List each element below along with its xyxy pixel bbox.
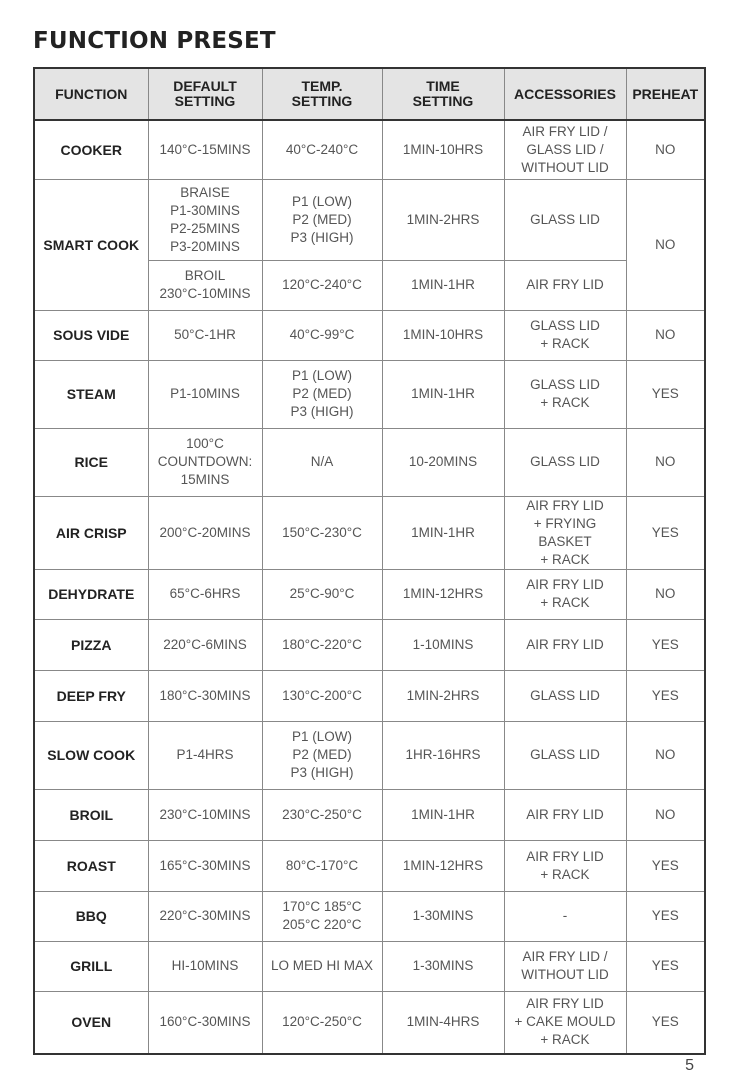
cell-time: 1MIN-1HR — [382, 496, 504, 569]
cell-time: 1MIN-10HRS — [382, 310, 504, 360]
table-row — [34, 789, 705, 840]
cell-time: 1HR-16HRS — [382, 721, 504, 789]
table-row — [34, 310, 705, 360]
table-row — [34, 428, 705, 496]
cell-accessories: AIR FRY LID + RACK — [504, 840, 626, 891]
cell-accessories: - — [504, 891, 626, 941]
cell-default: HI-10MINS — [148, 941, 262, 991]
cell-accessories: GLASS LID — [504, 179, 626, 260]
cell-default: P1-10MINS — [148, 360, 262, 428]
cell-default: 200°C-20MINS — [148, 496, 262, 569]
cell-preheat: YES — [626, 840, 705, 891]
cell-time: 1MIN-12HRS — [382, 569, 504, 619]
cell-time: 1MIN-1HR — [382, 789, 504, 840]
cell-preheat: YES — [626, 670, 705, 721]
cell-function: SMART COOK — [34, 179, 148, 310]
cell-function: BROIL — [34, 789, 148, 840]
table-row — [34, 360, 705, 428]
cell-function: AIR CRISP — [34, 496, 148, 569]
cell-default: BRAISE P1-30MINS P2-25MINS P3-20MINS — [148, 179, 262, 260]
cell-time: 1MIN-1HR — [382, 260, 504, 310]
table-row — [34, 670, 705, 721]
table-row — [34, 569, 705, 619]
cell-temp: 25°C-90°C — [262, 569, 382, 619]
cell-function: STEAM — [34, 360, 148, 428]
cell-function: SOUS VIDE — [34, 310, 148, 360]
cell-time: 1MIN-12HRS — [382, 840, 504, 891]
table-row — [34, 891, 705, 941]
cell-default: 230°C-10MINS — [148, 789, 262, 840]
cell-temp: P1 (LOW) P2 (MED) P3 (HIGH) — [262, 360, 382, 428]
cell-temp: 230°C-250°C — [262, 789, 382, 840]
cell-default: 220°C-6MINS — [148, 619, 262, 670]
cell-default: 50°C-1HR — [148, 310, 262, 360]
cell-accessories: GLASS LID — [504, 428, 626, 496]
cell-preheat: NO — [626, 179, 705, 310]
table-row — [34, 619, 705, 670]
cell-preheat: YES — [626, 619, 705, 670]
cell-time: 1MIN-10HRS — [382, 120, 504, 179]
page-number: 5 — [685, 1057, 694, 1074]
cell-accessories: AIR FRY LID — [504, 260, 626, 310]
cell-default: BROIL 230°C-10MINS — [148, 260, 262, 310]
cell-temp: P1 (LOW) P2 (MED) P3 (HIGH) — [262, 179, 382, 260]
cell-default: 160°C-30MINS — [148, 991, 262, 1054]
cell-accessories: AIR FRY LID / WITHOUT LID — [504, 941, 626, 991]
cell-temp: 180°C-220°C — [262, 619, 382, 670]
function-preset-table — [33, 67, 706, 1055]
cell-time: 1MIN-2HRS — [382, 179, 504, 260]
header-function: FUNCTION — [34, 68, 148, 120]
header-accessories: ACCESSORIES — [504, 68, 626, 120]
table-row — [34, 721, 705, 789]
cell-accessories: AIR FRY LID + FRYING BASKET + RACK — [504, 496, 626, 569]
cell-temp: 40°C-99°C — [262, 310, 382, 360]
cell-accessories: AIR FRY LID / GLASS LID / WITHOUT LID — [504, 120, 626, 179]
page-title: FUNCTION PRESET — [33, 28, 276, 54]
table-row — [34, 496, 705, 569]
header-temp-setting: TEMP. SETTING — [262, 68, 382, 120]
cell-time: 1-30MINS — [382, 941, 504, 991]
cell-preheat: YES — [626, 941, 705, 991]
cell-function: RICE — [34, 428, 148, 496]
cell-default: P1-4HRS — [148, 721, 262, 789]
cell-accessories: AIR FRY LID + RACK — [504, 569, 626, 619]
table-row — [34, 991, 705, 1054]
cell-preheat: NO — [626, 120, 705, 179]
cell-preheat: YES — [626, 891, 705, 941]
cell-time: 1MIN-1HR — [382, 360, 504, 428]
cell-function: DEHYDRATE — [34, 569, 148, 619]
cell-default: 220°C-30MINS — [148, 891, 262, 941]
cell-default: 140°C-15MINS — [148, 120, 262, 179]
header-preheat: PREHEAT — [626, 68, 705, 120]
cell-time: 1MIN-4HRS — [382, 991, 504, 1054]
cell-temp: N/A — [262, 428, 382, 496]
cell-temp: 40°C-240°C — [262, 120, 382, 179]
cell-default: 65°C-6HRS — [148, 569, 262, 619]
cell-accessories: GLASS LID + RACK — [504, 310, 626, 360]
table-row — [34, 840, 705, 891]
cell-function: DEEP FRY — [34, 670, 148, 721]
table-row — [34, 120, 705, 179]
cell-accessories: AIR FRY LID + CAKE MOULD + RACK — [504, 991, 626, 1054]
cell-function: OVEN — [34, 991, 148, 1054]
cell-temp: 120°C-240°C — [262, 260, 382, 310]
cell-temp: 80°C-170°C — [262, 840, 382, 891]
cell-function: BBQ — [34, 891, 148, 941]
table-row — [34, 941, 705, 991]
cell-function: COOKER — [34, 120, 148, 179]
cell-preheat: NO — [626, 310, 705, 360]
cell-function: GRILL — [34, 941, 148, 991]
cell-time: 1-10MINS — [382, 619, 504, 670]
cell-temp: 150°C-230°C — [262, 496, 382, 569]
cell-accessories: GLASS LID — [504, 721, 626, 789]
cell-default: 100°C COUNTDOWN: 15MINS — [148, 428, 262, 496]
cell-preheat: NO — [626, 789, 705, 840]
cell-accessories: GLASS LID + RACK — [504, 360, 626, 428]
cell-temp: LO MED HI MAX — [262, 941, 382, 991]
cell-preheat: NO — [626, 721, 705, 789]
cell-temp: 130°C-200°C — [262, 670, 382, 721]
table-header-row — [34, 68, 705, 120]
cell-preheat: NO — [626, 428, 705, 496]
cell-accessories: AIR FRY LID — [504, 789, 626, 840]
cell-function: PIZZA — [34, 619, 148, 670]
cell-default: 180°C-30MINS — [148, 670, 262, 721]
cell-function: SLOW COOK — [34, 721, 148, 789]
cell-time: 10-20MINS — [382, 428, 504, 496]
cell-preheat: NO — [626, 569, 705, 619]
table-row — [34, 179, 705, 260]
cell-time: 1-30MINS — [382, 891, 504, 941]
cell-time: 1MIN-2HRS — [382, 670, 504, 721]
cell-preheat: YES — [626, 991, 705, 1054]
cell-preheat: YES — [626, 496, 705, 569]
cell-temp: 170°C 185°C 205°C 220°C — [262, 891, 382, 941]
cell-accessories: AIR FRY LID — [504, 619, 626, 670]
cell-accessories: GLASS LID — [504, 670, 626, 721]
cell-function: ROAST — [34, 840, 148, 891]
cell-temp: 120°C-250°C — [262, 991, 382, 1054]
header-default-setting: DEFAULT SETTING — [148, 68, 262, 120]
header-time-setting: TIME SETTING — [382, 68, 504, 120]
cell-default: 165°C-30MINS — [148, 840, 262, 891]
cell-temp: P1 (LOW) P2 (MED) P3 (HIGH) — [262, 721, 382, 789]
cell-preheat: YES — [626, 360, 705, 428]
